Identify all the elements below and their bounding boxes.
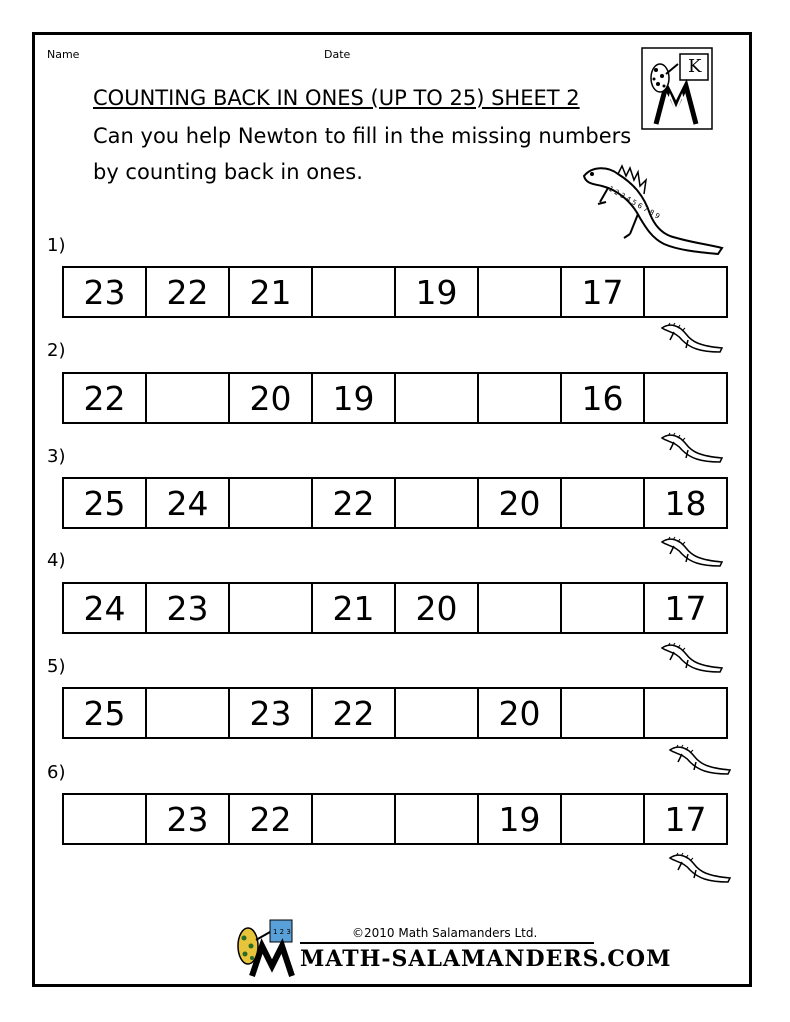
question-number: 3) bbox=[47, 446, 66, 467]
number-cell: 22 bbox=[313, 479, 396, 527]
brand-logo bbox=[640, 46, 714, 131]
brand-name: MATH-SALAMANDERS.COM bbox=[300, 946, 672, 972]
number-cell: 23 bbox=[147, 584, 230, 632]
mini-salamander-icon bbox=[660, 642, 724, 674]
question-number: 4) bbox=[47, 550, 66, 571]
mini-salamander-icon bbox=[668, 852, 732, 884]
blank-answer-cell[interactable] bbox=[396, 374, 479, 422]
blank-answer-cell[interactable] bbox=[645, 689, 726, 737]
mini-salamander-icon bbox=[668, 744, 732, 776]
copyright-text: ©2010 Math Salamanders Ltd. bbox=[352, 926, 538, 940]
number-cell: 20 bbox=[230, 374, 313, 422]
blank-answer-cell[interactable] bbox=[230, 584, 313, 632]
question-number: 1) bbox=[47, 235, 66, 256]
salamander-mascot-icon bbox=[578, 162, 726, 258]
number-cell: 21 bbox=[313, 584, 396, 632]
mini-salamander-icon bbox=[660, 322, 724, 354]
number-cell: 19 bbox=[313, 374, 396, 422]
blank-answer-cell[interactable] bbox=[479, 374, 562, 422]
blank-answer-cell[interactable] bbox=[396, 479, 479, 527]
number-cell: 24 bbox=[64, 584, 147, 632]
worksheet-title: COUNTING BACK IN ONES (UP TO 25) SHEET 2 bbox=[93, 86, 580, 110]
blank-answer-cell[interactable] bbox=[64, 795, 147, 843]
number-sequence-row bbox=[62, 582, 728, 634]
blank-answer-cell[interactable] bbox=[313, 268, 396, 316]
number-cell: 24 bbox=[147, 479, 230, 527]
number-cell: 23 bbox=[64, 268, 147, 316]
number-sequence-row bbox=[62, 266, 728, 318]
blank-answer-cell[interactable] bbox=[230, 479, 313, 527]
number-cell: 23 bbox=[230, 689, 313, 737]
blank-answer-cell[interactable] bbox=[562, 479, 645, 527]
number-cell: 22 bbox=[64, 374, 147, 422]
blank-answer-cell[interactable] bbox=[562, 795, 645, 843]
date-label: Date bbox=[324, 48, 351, 61]
blank-answer-cell[interactable] bbox=[147, 374, 230, 422]
number-cell: 20 bbox=[396, 584, 479, 632]
logo-letter: K bbox=[688, 56, 702, 77]
blank-answer-cell[interactable] bbox=[396, 689, 479, 737]
number-cell: 16 bbox=[562, 374, 645, 422]
number-cell: 22 bbox=[147, 268, 230, 316]
number-cell: 20 bbox=[479, 479, 562, 527]
mascot-number-text: 1 2 3 4 5 6 7 8 9 bbox=[607, 184, 662, 221]
name-label: Name bbox=[47, 48, 80, 61]
number-cell: 20 bbox=[479, 689, 562, 737]
number-cell: 19 bbox=[396, 268, 479, 316]
number-cell: 21 bbox=[230, 268, 313, 316]
instruction-line-2: by counting back in ones. bbox=[93, 160, 363, 184]
number-cell: 22 bbox=[313, 689, 396, 737]
number-cell: 25 bbox=[64, 689, 147, 737]
number-cell: 22 bbox=[230, 795, 313, 843]
question-number: 5) bbox=[47, 656, 66, 677]
mini-salamander-icon bbox=[660, 536, 724, 568]
blank-answer-cell[interactable] bbox=[645, 268, 726, 316]
number-cell: 17 bbox=[562, 268, 645, 316]
footer-divider bbox=[300, 942, 594, 944]
blank-answer-cell[interactable] bbox=[396, 795, 479, 843]
number-cell: 18 bbox=[664, 483, 707, 523]
number-sequence-row bbox=[62, 477, 728, 529]
number-sequence-row bbox=[62, 372, 728, 424]
blank-answer-cell[interactable] bbox=[147, 689, 230, 737]
number-cell: 17 bbox=[664, 799, 707, 839]
blank-answer-cell[interactable] bbox=[479, 584, 562, 632]
mini-salamander-icon bbox=[660, 432, 724, 464]
blank-answer-cell[interactable] bbox=[479, 268, 562, 316]
question-number: 2) bbox=[47, 340, 66, 361]
number-cell: 17 bbox=[664, 588, 707, 628]
number-cell: 23 bbox=[147, 795, 230, 843]
number-cell: 25 bbox=[64, 479, 147, 527]
footer-badge-numbers: 1 2 3 bbox=[273, 928, 291, 936]
instruction-line-1: Can you help Newton to fill in the missing numbers bbox=[93, 124, 632, 148]
number-sequence-row bbox=[62, 687, 728, 739]
blank-answer-cell[interactable] bbox=[313, 795, 396, 843]
question-number: 6) bbox=[47, 762, 66, 783]
number-cell: 19 bbox=[479, 795, 562, 843]
blank-answer-cell[interactable] bbox=[562, 689, 645, 737]
footer-logo-icon bbox=[232, 916, 302, 980]
blank-answer-cell[interactable] bbox=[645, 374, 726, 422]
number-sequence-row bbox=[62, 793, 728, 845]
blank-answer-cell[interactable] bbox=[562, 584, 645, 632]
